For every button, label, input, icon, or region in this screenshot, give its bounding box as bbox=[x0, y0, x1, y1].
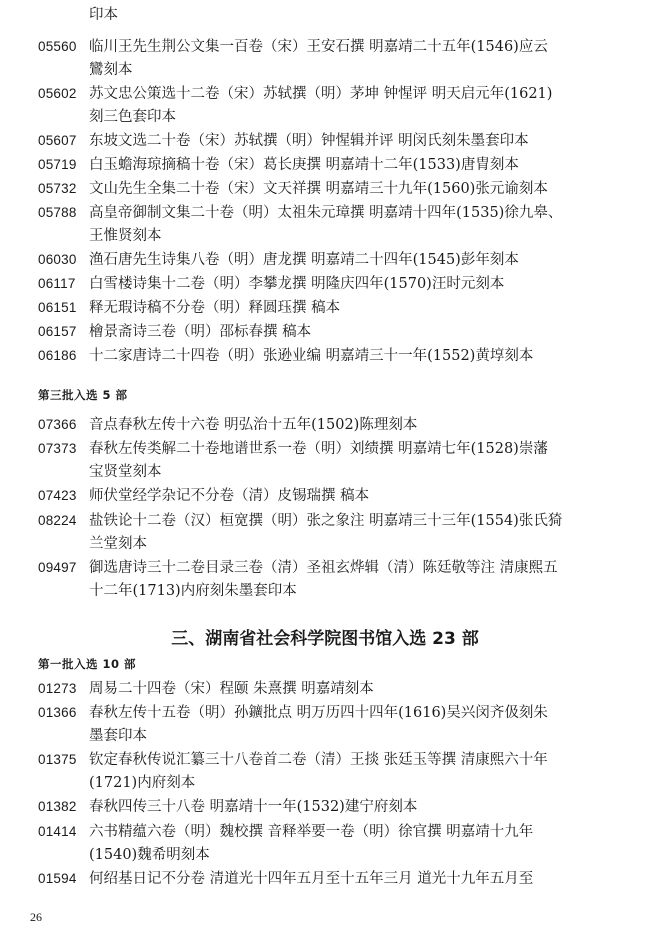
entry-number: 05602 bbox=[38, 86, 77, 101]
catalog-entry bbox=[38, 556, 620, 603]
entry-text: 春秋左传类解二十卷地谱世系一卷（明）刘绩撰 明嘉靖七年(1528)崇藩 bbox=[89, 441, 548, 457]
entry-number: 07366 bbox=[38, 417, 77, 432]
entry-number: 05719 bbox=[38, 157, 77, 172]
entry-text: 六书精蕴六卷（明）魏校撰 音释举要一卷（明）徐官撰 明嘉靖十九年 bbox=[89, 824, 534, 840]
entry-number: 01414 bbox=[38, 824, 77, 839]
entry-text: 师伏堂经学杂记不分卷（清）皮锡瑞撰 稿本 bbox=[89, 488, 370, 504]
catalog-entry bbox=[38, 701, 620, 748]
entry-text: 渔石唐先生诗集八卷（明）唐龙撰 明嘉靖二十四年(1545)彭年刻本 bbox=[89, 252, 519, 268]
catalog-entry bbox=[38, 272, 620, 296]
catalog-entry bbox=[38, 867, 620, 891]
entry-text: 白雪楼诗集十二卷（明）李攀龙撰 明隆庆四年(1570)汪时元刻本 bbox=[89, 276, 505, 292]
entry-text: 檜景斋诗三卷（明）邵标春撰 稿本 bbox=[89, 324, 312, 340]
catalog-entry bbox=[38, 129, 620, 153]
entry-text: 周易二十四卷（宋）程颐 朱熹撰 明嘉靖刻本 bbox=[89, 681, 374, 697]
catalog-entry bbox=[38, 509, 620, 556]
entry-number: 08224 bbox=[38, 513, 77, 528]
entry-number: 06157 bbox=[38, 324, 77, 339]
entry-number: 05788 bbox=[38, 205, 77, 220]
entry-number: 07423 bbox=[38, 488, 77, 503]
catalog-entry bbox=[38, 35, 620, 82]
entry-number: 06186 bbox=[38, 348, 77, 363]
entry-text: 盐铁论十二卷（汉）桓宽撰（明）张之象注 明嘉靖三十三年(1554)张氏猗 bbox=[89, 513, 563, 529]
catalog-entry bbox=[38, 795, 620, 819]
entry-number: 05732 bbox=[38, 181, 77, 196]
entry-text: 东坡文选二十卷（宋）苏轼撰（明）钟惺辑并评 明闵氏刻朱墨套印本 bbox=[89, 133, 529, 149]
entry-text: 高皇帝御制文集二十卷（明）太祖朱元璋撰 明嘉靖十四年(1535)徐九皋、 bbox=[89, 205, 563, 221]
entry-text: 释无瑕诗稿不分卷（明）释圆珏撰 稿本 bbox=[89, 300, 341, 316]
entry-number: 07373 bbox=[38, 441, 77, 456]
entry-text: 音点春秋左传十六卷 明弘治十五年(1502)陈理刻本 bbox=[89, 417, 418, 433]
entry-text-continued: 刻三色套印本 bbox=[89, 109, 176, 125]
entry-number: 01382 bbox=[38, 799, 77, 814]
entry-number: 01273 bbox=[38, 681, 77, 696]
batch-heading: 第一批入选 10 部 bbox=[38, 657, 137, 671]
entry-text-continued: 鸞刻本 bbox=[89, 62, 133, 78]
entry-text-continued: 王惟贤刻本 bbox=[89, 228, 162, 244]
entry-text: 临川王先生荆公文集一百卷（宋）王安石撰 明嘉靖二十五年(1546)应云 bbox=[89, 39, 548, 55]
entry-text: 白玉蟾海琼摘稿十卷（宋）葛长庚撰 明嘉靖十二年(1533)唐胄刻本 bbox=[89, 157, 519, 173]
catalog-entry bbox=[38, 820, 620, 867]
catalog-entry bbox=[38, 320, 620, 344]
entry-text-continued: 兰堂刻本 bbox=[89, 536, 147, 552]
catalog-entry bbox=[38, 344, 620, 368]
entry-text: 十二家唐诗二十四卷（明）张逊业编 明嘉靖三十一年(1552)黄埻刻本 bbox=[89, 348, 534, 364]
entry-number: 06117 bbox=[38, 276, 76, 291]
entry-text-continued: (1721)内府刻本 bbox=[89, 775, 196, 791]
page-number: 26 bbox=[30, 910, 42, 924]
entry-text: 苏文忠公策选十二卷（宋）苏轼撰（明）茅坤 钟惺评 明天启元年(1621) bbox=[89, 86, 553, 102]
catalog-entry bbox=[38, 82, 620, 129]
entry-number: 01375 bbox=[38, 752, 77, 767]
entry-number: 09497 bbox=[38, 560, 77, 575]
entry-text-continued: 十二年(1713)内府刻朱墨套印本 bbox=[89, 583, 297, 599]
entry-text: 钦定春秋传说汇纂三十八卷首二卷（清）王掞 张廷玉等撰 清康熙六十年 bbox=[89, 752, 548, 768]
catalog-entry bbox=[38, 248, 620, 272]
entry-text: 何绍基日记不分卷 清道光十四年五月至十五年三月 道光十九年五月至 bbox=[89, 871, 534, 887]
continued-line: 印本 bbox=[89, 7, 118, 23]
catalog-entry bbox=[38, 677, 620, 701]
entry-text-continued: 宝贤堂刻本 bbox=[89, 464, 162, 480]
entry-text: 春秋四传三十八卷 明嘉靖十一年(1532)建宁府刻本 bbox=[89, 799, 418, 815]
entry-text: 文山先生全集二十卷（宋）文天祥撰 明嘉靖三十九年(1560)张元谕刻本 bbox=[89, 181, 548, 197]
entry-number: 05560 bbox=[38, 39, 77, 54]
entry-number: 06151 bbox=[38, 300, 77, 315]
entry-number: 06030 bbox=[38, 252, 77, 267]
entry-text: 春秋左传十五卷（明）孙鑛批点 明万历四十四年(1616)吴兴闵齐伋刻朱 bbox=[89, 705, 548, 721]
entry-number: 01594 bbox=[38, 871, 77, 886]
catalog-entry bbox=[38, 437, 620, 484]
catalog-entry bbox=[38, 484, 620, 508]
catalog-entry bbox=[38, 177, 620, 201]
batch-heading: 第三批入选 5 部 bbox=[38, 388, 128, 402]
catalog-entry bbox=[38, 153, 620, 177]
entry-text-continued: 墨套印本 bbox=[89, 728, 147, 744]
section-title: 三、湖南省社会科学院图书馆入选 23 部 bbox=[171, 629, 479, 649]
catalog-entry bbox=[38, 413, 620, 437]
entry-text: 御选唐诗三十二卷目录三卷（清）圣祖玄烨辑（清）陈廷敬等注 清康熙五 bbox=[89, 560, 558, 576]
entry-number: 01366 bbox=[38, 705, 77, 720]
entry-text-continued: (1540)魏希明刻本 bbox=[89, 847, 210, 863]
catalog-entry bbox=[38, 201, 620, 248]
entry-number: 05607 bbox=[38, 133, 77, 148]
catalog-entry bbox=[38, 296, 620, 320]
catalog-entry bbox=[38, 748, 620, 795]
